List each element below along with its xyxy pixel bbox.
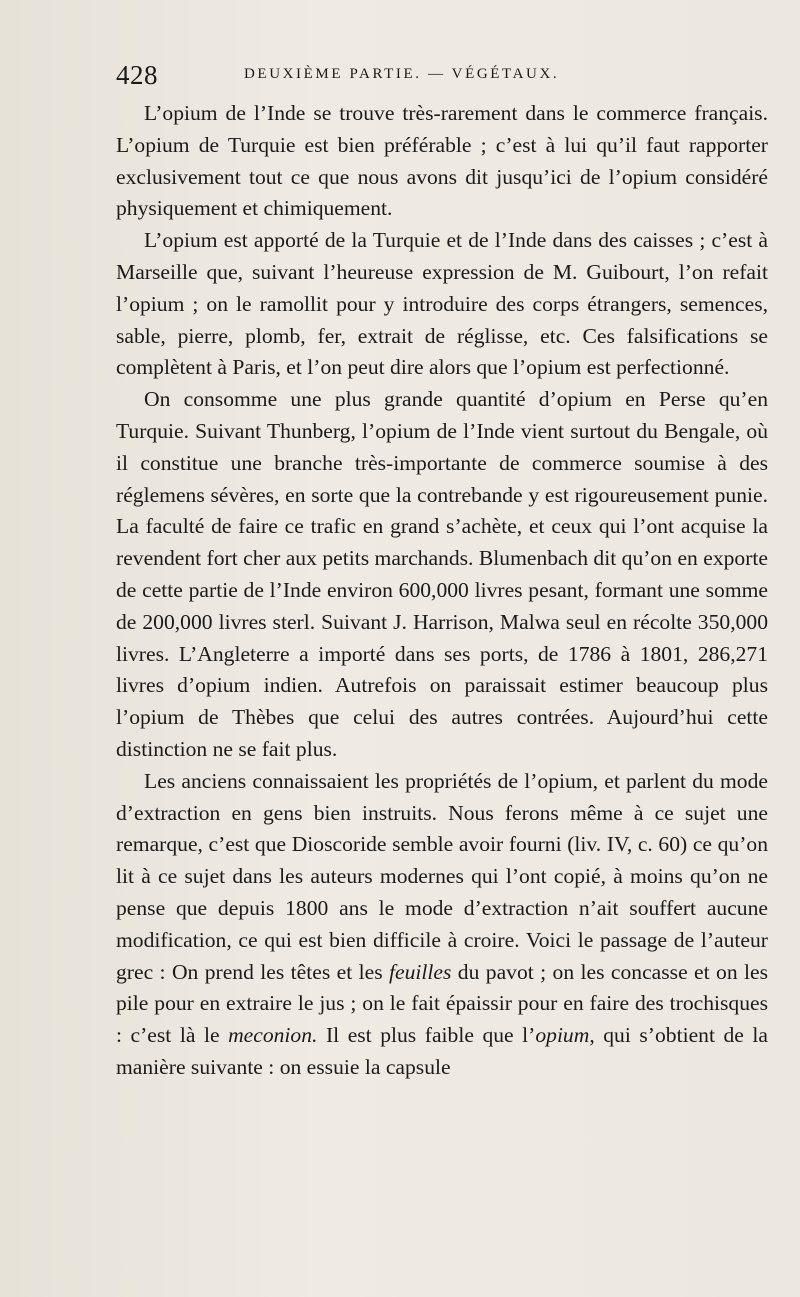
italic-feuilles: feuilles (389, 959, 452, 984)
paragraph-text-start: Les anciens connaissaient les propriétés de l’opium, et parlent du mode d’extraction en gens bien instruits. Nous ferons même à ce sujet une remarque, c’est que Dioscoride semble avoir fourni (liv. IV, c. 60) ce qu’on lit à ce sujet dans les auteurs modernes qui l’ont copié, à moins qu’on ne pense que depuis 1800 ans le mode d’extraction n’ait souffert aucune modification, ce qui est bien difficile à croire. Voici le passage de l’auteur grec : On prend les têtes et les (116, 768, 768, 984)
paragraph-text-middle: du pavot ; on les concasse et on les pile pour en extraire le jus ; on le fait épaissir pour en faire des trochisques : c’est là le (116, 959, 769, 1048)
paragraph-text-middle-2: Il est plus faible que l’ (317, 1023, 536, 1048)
paragraph-opium-commerce: On consomme une plus grande quantité d’opium en Perse qu’en Turquie. Suivant Thunberg, l’opium de l’Inde vient surtout du Bengale, où il constitue une branche très-importante de commerce soumise à des réglemens sévères, en sorte que la contrebande y est rigoureusement punie. La faculté de faire ce trafic en grand s’achète, et ceux qui l’ont acquise la revendent fort cher aux petits marchands. Blumenbach dit qu’on en exporte de cette partie de l’Inde environ 600,000 livres pesant, formant une somme de 200,000 livres sterl. Suivant J. Harrison, Malwa seul en récolte 350,000 livres. L’Angleterre a importé dans ses ports, de 1786 à 1801, 286,271 livres d’opium indien. Autrefois on paraissait estimer beaucoup plus l’opium de Thèbes que celui des autres contrées. Aujourd’hui cette distinction ne se fait plus. (116, 387, 768, 761)
body-text (116, 98, 768, 1084)
running-head: DEUXIÈME PARTIE. — VÉGÉTAUX. (244, 66, 560, 82)
paragraph-opium-inde: L’opium de l’Inde se trouve très-rarement dans le commerce français. L’opium de Turquie est bien préférable ; c’est à lui qu’il faut rapporter exclusivement tout ce que nous avons dit jusqu’ici de l’opium considéré physiquement et chimiquement. (116, 101, 768, 221)
page-header (116, 56, 766, 96)
paragraph-text-end: , qui s’obtient de la manière suivante : on essuie la capsule (116, 1023, 768, 1079)
paragraph-opium-marseille: L’opium est apporté de la Turquie et de l’Inde dans des caisses ; c’est à Marseille que, suivant l’heureuse expression de M. Guibourt, l’on refait l’opium ; on le ramollit pour y introduire des corps étrangers, semences, sable, pierre, plomb, fer, extrait de réglisse, etc. Ces falsifications se complètent à Paris, et l’on peut dire alors que l’opium est perfectionné. (116, 228, 768, 380)
page-number: 428 (116, 60, 158, 90)
paragraph-anciens-dioscoride (116, 766, 768, 1084)
italic-opium: opium (535, 1023, 590, 1048)
italic-meconion: meconion. (228, 1023, 318, 1048)
